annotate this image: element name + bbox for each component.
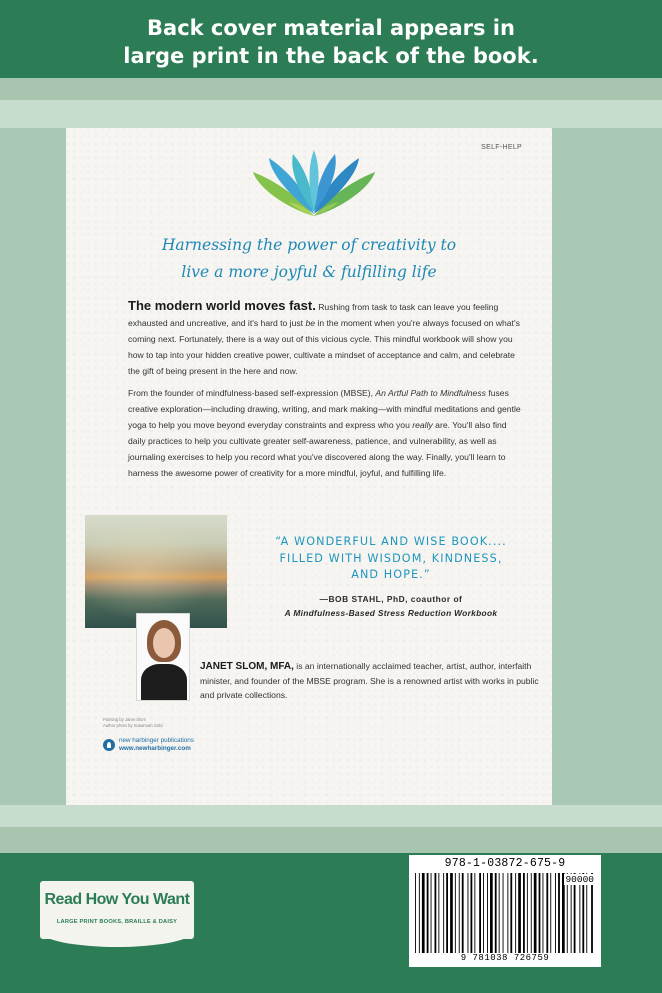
barcode-bar [574,873,576,953]
barcode-bar [431,873,432,953]
barcode-bar [462,873,464,953]
lead-sentence: The modern world moves fast. [128,298,316,313]
barcode-bar [483,873,484,953]
barcode-bar [518,873,521,953]
book-title-italic: An Artful Path to Mindfulness [375,388,486,398]
barcode-bar [419,873,420,953]
quote-line-2: FILLED WITH WISDOM, KINDNESS, [279,551,503,565]
barcode-bar [450,873,453,953]
barcode-bar [427,873,429,953]
barcode-bar [515,873,516,953]
barcode-bar [468,873,469,953]
quote-line-3: AND HOPE.” [351,568,431,581]
logo-subtitle: LARGE PRINT BOOKS, BRAILLE & DAISY [56,919,178,925]
barcode-bar [443,873,444,953]
barcode-bar [562,873,565,953]
quote-attribution [236,592,546,620]
quote-line-1: “A WONDERFUL AND WISE BOOK.... [275,535,507,548]
barcode-bar [558,873,560,953]
barcode-bar [591,873,593,953]
barcode-bars [413,873,597,953]
photo-shoulders [141,664,187,701]
stripe-bottom-2 [0,827,662,853]
paragraph-2-text-c: are. You'll also find daily practices to help you cultivate greater self-awareness, patience, and vulnerability, as well as journaling exercises to help you record what you've discovered along the way. Finally, you'll learn to harness the awesome power of creativity for a more mindful, joyful, and fulfilling life. [128,420,507,478]
barcode-bar [571,873,572,953]
photo-credit: Author photo by Susannah Gold [103,723,163,728]
publisher-logo-icon [103,739,115,751]
barcode-bar [507,873,508,953]
barcode-bar [455,873,456,953]
barcode-bar [555,873,556,953]
barcode-bar [446,873,448,953]
attribution-book: A Mindfulness-Based Stress Reduction Workbook [284,608,498,618]
tagline-line-2: live a more joyful & fulfilling life [181,263,437,281]
image-credits [103,717,163,729]
paragraph-2-text-b: fuses creative exploration—including drawing, writing, and mark making—with mindful meditations and gentle yoga to help you move beyond everyday constraints and express who you [128,388,521,430]
stripe-top-1 [0,78,662,100]
large-print-banner [0,0,662,78]
author-name: JANET SLOM, MFA, [200,661,294,672]
barcode-bar [543,873,544,953]
barcode-bar [539,873,541,953]
barcode-bar [438,873,439,953]
logo-book-shape [40,881,194,939]
attribution-name: —BOB STAHL, PhD, coauthor of [319,594,463,604]
barcode-bar [499,873,500,953]
author-bio [200,659,540,702]
logo-title: Read How You Want [44,891,190,908]
barcode-bar [582,873,584,953]
description-paragraph-2 [128,385,526,481]
paragraph-1-text-b: in the moment when you're always focused on what's coming next. Fortunately, there is a way out of this vicious cycle. This mindful workbook will show you how to tap into your hidden creative power, cultivate a mindset of acceptance and calm, and celebrate the gift of being present in the here and now. [128,318,520,376]
tagline [66,232,552,286]
barcode-bar [459,873,460,953]
description [128,298,526,487]
barcode-digits: 9 781038 726759 [409,953,601,963]
tagline-line-1: Harnessing the power of creativity to [161,236,457,254]
paragraph-2-emphasis: really [412,420,433,430]
paragraph-1-text-a: Rushing from task to task can leave you feeling exhausted and uncreative, and it's hard to just [128,302,499,328]
barcode-bar [550,873,551,953]
photo-face [153,628,175,658]
barcode-bar [567,873,568,953]
publisher-name: new harbinger publications [119,737,194,744]
lotus-icon [251,150,377,220]
barcode-bar [510,873,512,953]
category-label: SELF-HELP [481,144,522,151]
paragraph-1-emphasis: be [305,318,316,328]
banner-line-1: Back cover material appears in [147,16,515,40]
back-cover [66,128,552,805]
barcode-bar [527,873,528,953]
barcode-bar [495,873,497,953]
painting-credit: Painting by Janet Slom [103,717,146,722]
barcode-bar [479,873,481,953]
barcode-bar [474,873,475,953]
stripe-bottom-1 [0,805,662,827]
author-bio-text: is an internationally acclaimed teacher, artist, author, interfaith minister, and founder of the MBSE program. She is a renowned artist with works in public and private collections. [200,661,539,700]
barcode-bar [435,873,437,953]
barcode-bar [586,873,587,953]
read-how-you-want-logo [40,881,194,947]
barcode-bar [579,873,580,953]
barcode-bar [471,873,473,953]
description-paragraph-1 [128,298,526,379]
barcode-bar [523,873,525,953]
banner-line-2: large print in the back of the book. [123,44,539,68]
paragraph-2-text-a: From the founder of mindfulness-based self-expression (MBSE), [128,388,376,398]
publisher-text [119,737,194,753]
painting-highlight [85,515,227,628]
barcode-bar [503,873,504,953]
barcode-bar [422,873,425,953]
barcode-bar [490,873,493,953]
endorsement-quote [236,534,546,584]
publisher-url[interactable]: www.newharbinger.com [119,745,191,752]
barcode-bar [534,873,537,953]
price-code: 90000 [565,874,594,885]
isbn-number: 978-1-03872-675-9 [444,857,566,870]
barcode-bar [415,873,416,953]
barcode-bar [546,873,548,953]
barcode-bar [487,873,488,953]
stripe-top-2 [0,100,662,128]
isbn-barcode [409,855,601,967]
author-photo [136,613,190,701]
barcode-bar [531,873,532,953]
